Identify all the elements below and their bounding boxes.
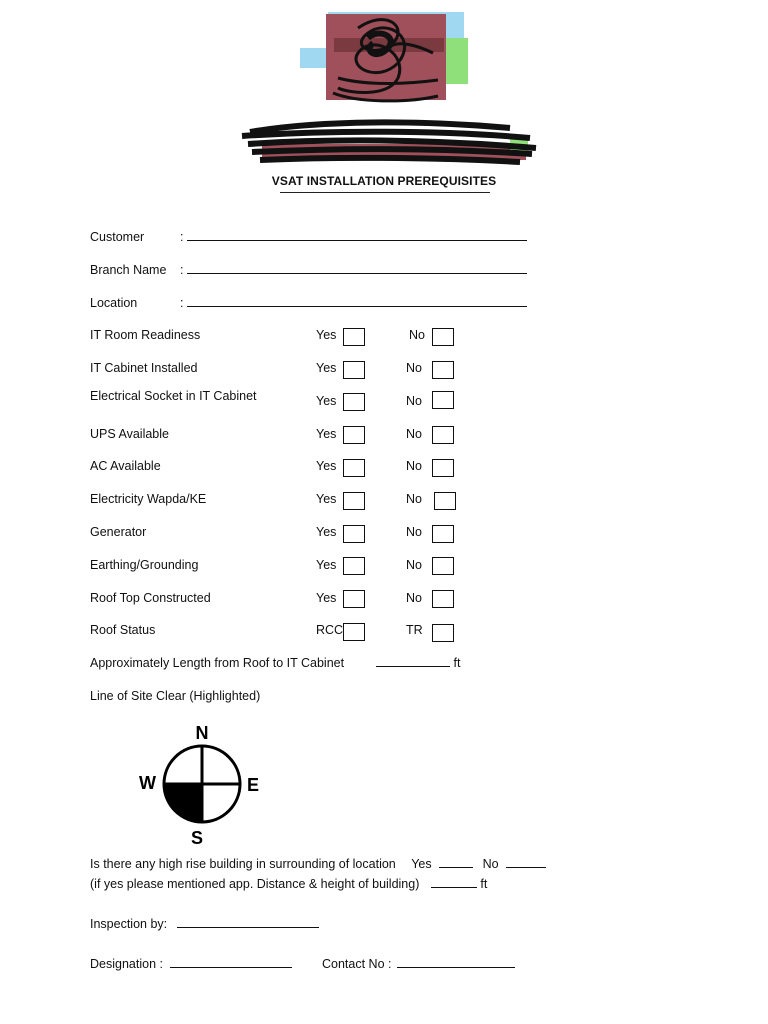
inspection-label: Inspection by: [90, 917, 168, 931]
compass-west: W [139, 773, 156, 793]
ups-yes-checkbox[interactable] [343, 426, 365, 444]
title-underline [280, 192, 490, 193]
electrical-socket-yes-checkbox[interactable] [343, 393, 365, 411]
length-unit: ft [453, 656, 461, 670]
inspection-field[interactable] [177, 917, 319, 928]
high-rise-note: (if yes please mentioned app. Distance & height of building) [90, 877, 420, 891]
location-label: Location [90, 296, 138, 310]
high-rise-no-label: No [482, 857, 499, 871]
it-room-no-checkbox[interactable] [432, 328, 454, 346]
electricity-no-checkbox[interactable] [434, 492, 456, 510]
contact-field[interactable] [397, 957, 515, 968]
generator-label: Generator [90, 525, 147, 539]
generator-yes-checkbox[interactable] [343, 525, 365, 543]
roof-top-yes-checkbox[interactable] [343, 590, 365, 608]
electricity-label: Electricity Wapda/KE [90, 492, 207, 506]
length-label: Approximately Length from Roof to IT Cabinet [90, 656, 345, 670]
high-rise-note-row [90, 877, 487, 891]
roof-status-rcc-checkbox[interactable] [343, 623, 365, 641]
roof-top-label: Roof Top Constructed [90, 591, 211, 605]
earthing-no-checkbox[interactable] [432, 557, 454, 575]
compass-icon [130, 718, 270, 858]
it-cabinet-no-label: No [406, 361, 422, 375]
ups-available-label: UPS Available [90, 427, 169, 441]
high-rise-row [90, 857, 546, 871]
roof-status-tr-label: TR [406, 623, 423, 637]
it-room-no-label: No [409, 328, 425, 342]
high-rise-yes-label: Yes [411, 857, 432, 871]
customer-label: Customer [90, 230, 145, 244]
electricity-yes-label: Yes [316, 492, 337, 506]
ac-available-label: AC Available [90, 459, 161, 473]
ac-no-label: No [406, 459, 422, 473]
ups-no-label: No [406, 427, 422, 441]
roof-top-no-label: No [406, 591, 422, 605]
branch-name-field[interactable]: : [180, 263, 527, 277]
location-field[interactable]: : [180, 296, 527, 310]
inspection-row [90, 917, 319, 931]
it-cabinet-yes-label: Yes [316, 361, 337, 375]
ac-no-checkbox[interactable] [432, 459, 454, 477]
length-field[interactable] [376, 656, 460, 670]
roof-top-yes-label: Yes [316, 591, 337, 605]
electricity-yes-checkbox[interactable] [343, 492, 365, 510]
redacted-logo [298, 8, 474, 106]
it-room-readiness-label: IT Room Readiness [90, 328, 201, 342]
contact-row [322, 957, 515, 971]
generator-no-label: No [406, 525, 422, 539]
customer-field[interactable]: : [180, 230, 527, 244]
designation-label: Designation : [90, 957, 163, 971]
high-rise-no-field[interactable] [506, 857, 546, 868]
ups-no-checkbox[interactable] [432, 426, 454, 444]
earthing-no-label: No [406, 558, 422, 572]
it-room-yes-checkbox[interactable] [343, 328, 365, 346]
compass-south: S [190, 828, 204, 848]
it-cabinet-installed-label: IT Cabinet Installed [90, 361, 198, 375]
electrical-socket-yes-label: Yes [316, 394, 337, 408]
roof-status-rcc-label: RCC [316, 623, 344, 637]
designation-field[interactable] [170, 957, 292, 968]
roof-status-label: Roof Status [90, 623, 156, 637]
branch-name-label: Branch Name [90, 263, 167, 277]
form-title: VSAT INSTALLATION PREREQUISITES [271, 174, 497, 188]
it-room-yes-label: Yes [316, 328, 337, 342]
ac-yes-label: Yes [316, 459, 337, 473]
high-rise-yes-field[interactable] [439, 857, 473, 868]
compass-east: E [247, 775, 260, 795]
compass-north: N [195, 723, 209, 743]
designation-row [90, 957, 292, 971]
generator-no-checkbox[interactable] [432, 525, 454, 543]
it-cabinet-no-checkbox[interactable] [432, 361, 454, 379]
redacted-company-name [240, 118, 538, 166]
it-cabinet-yes-checkbox[interactable] [343, 361, 365, 379]
earthing-yes-checkbox[interactable] [343, 557, 365, 575]
ups-yes-label: Yes [316, 427, 337, 441]
electrical-socket-no-checkbox[interactable] [432, 391, 454, 409]
earthing-label: Earthing/Grounding [90, 558, 199, 572]
distance-field[interactable] [431, 877, 477, 888]
earthing-yes-label: Yes [316, 558, 337, 572]
roof-status-tr-checkbox[interactable] [432, 624, 454, 642]
contact-label: Contact No : [322, 957, 392, 971]
electrical-socket-label: Electrical Socket in IT Cabinet [90, 389, 257, 403]
ac-yes-checkbox[interactable] [343, 459, 365, 477]
electricity-no-label: No [406, 492, 422, 506]
distance-unit: ft [480, 877, 488, 891]
high-rise-question: Is there any high rise building in surrounding of location [90, 857, 396, 871]
line-of-site-label: Line of Site Clear (Highlighted) [90, 689, 261, 703]
roof-top-no-checkbox[interactable] [432, 590, 454, 608]
generator-yes-label: Yes [316, 525, 337, 539]
electrical-socket-no-label: No [406, 394, 422, 408]
